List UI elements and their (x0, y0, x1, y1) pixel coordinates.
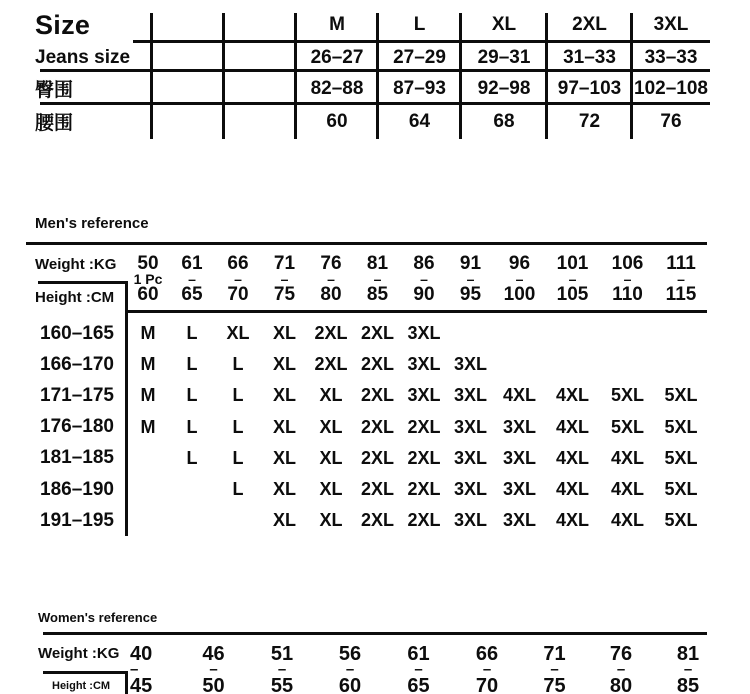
size-table-cell: 29–31 (477, 46, 531, 68)
recommended-size-cell: XL (226, 323, 250, 344)
weight-to: 60 (338, 675, 362, 694)
recommended-size-cell (545, 318, 600, 349)
weight-range-cell (248, 644, 316, 694)
size-table-cell: L (413, 14, 426, 35)
size-table-cell: XL (491, 14, 517, 35)
size-table-cell: 76 (660, 110, 682, 132)
recommended-size-cell: 2XL (407, 510, 441, 531)
recommended-size-cell: 5XL (664, 479, 698, 500)
recommended-size-cell: XL (319, 385, 343, 406)
womens-height-bracket-line (43, 671, 127, 674)
weight-from: 66 (227, 253, 249, 274)
recommended-size-cell: M (140, 385, 156, 406)
weight-range-cell (169, 255, 215, 304)
size-table-cell: 2XL (572, 14, 607, 35)
weight-range-cell (521, 644, 588, 694)
first-column-note: 1 Pc (133, 271, 163, 287)
recommended-size-cell: L (186, 354, 198, 375)
size-table-cell: 60 (326, 110, 348, 132)
recommended-size-cell: 5XL (664, 510, 698, 531)
weight-range-cell (654, 644, 722, 694)
recommended-size-cell (600, 318, 655, 349)
range-dash-icon: – (623, 271, 632, 287)
size-table-divider (630, 13, 633, 139)
recommended-size-cell: 3XL (453, 354, 487, 375)
recommended-size-cell: L (186, 416, 198, 437)
weight-from: 56 (338, 643, 362, 665)
range-dash-icon: – (345, 661, 355, 678)
recommended-size-cell: L (186, 385, 198, 406)
range-dash-icon: – (373, 271, 382, 287)
size-table-cell: 82–88 (310, 77, 364, 99)
size-table-cell (224, 7, 296, 43)
womens-height-axis-label: Height :CM (52, 680, 111, 692)
weight-from: 106 (611, 253, 644, 274)
weight-to: 95 (459, 284, 482, 305)
size-table-cell (151, 105, 224, 138)
recommended-size-cell: 3XL (502, 510, 536, 531)
weight-from: 76 (320, 253, 342, 274)
weight-from: 86 (413, 253, 435, 274)
size-table-divider (222, 13, 225, 139)
weight-range-cell (384, 644, 453, 694)
recommended-size-cell: XL (272, 323, 296, 344)
recommended-size-cell (169, 505, 215, 536)
weight-from: 66 (475, 643, 499, 665)
recommended-size-cell: 5XL (664, 447, 698, 468)
mens-size-matrix (127, 318, 707, 536)
recommended-size-cell: 3XL (453, 447, 487, 468)
weight-from: 111 (666, 253, 696, 274)
weight-to: 105 (556, 284, 589, 305)
weight-from: 81 (366, 253, 389, 274)
size-table-cell: 92–98 (477, 77, 531, 99)
size-table-cell: 27–29 (393, 46, 446, 68)
weight-to: 115 (665, 284, 697, 305)
range-dash-icon: – (327, 271, 335, 287)
range-dash-icon: – (677, 271, 685, 287)
recommended-size-cell: 3XL (453, 416, 487, 437)
range-dash-icon: – (683, 661, 693, 678)
recommended-size-cell: XL (319, 479, 343, 500)
recommended-size-cell: 2XL (360, 354, 394, 375)
weight-range-cell (600, 255, 655, 304)
range-dash-icon: – (414, 661, 423, 678)
weight-from: 101 (556, 253, 589, 274)
weight-range-cell (354, 255, 401, 304)
size-table-cell: 68 (493, 110, 515, 132)
weight-to: 75 (273, 284, 296, 305)
weight-from: 61 (181, 253, 203, 274)
recommended-size-cell: M (140, 416, 156, 437)
weight-to: 65 (407, 675, 430, 694)
size-table-cell (224, 43, 296, 72)
weight-from: 51 (270, 643, 294, 665)
size-table-cell: 3XL (653, 14, 689, 35)
height-range-label: 166–170 (40, 353, 114, 375)
recommended-size-cell: 2XL (360, 447, 394, 468)
recommended-size-cell (215, 505, 261, 536)
weight-from: 71 (543, 643, 566, 665)
weight-to: 60 (137, 284, 159, 305)
weight-to: 85 (676, 675, 700, 694)
weight-from: 71 (273, 253, 296, 274)
range-dash-icon: – (616, 661, 626, 678)
recommended-size-cell: 5XL (664, 385, 698, 406)
recommended-size-cell: L (232, 385, 244, 406)
womens-table-top-rule (43, 632, 707, 635)
womens-reference-title: Women's reference (38, 610, 158, 625)
recommended-size-cell: 5XL (664, 416, 698, 437)
weight-range-cell (127, 644, 179, 694)
recommended-size-cell: 4XL (555, 447, 589, 468)
size-table-cell: M (329, 14, 345, 35)
weight-to: 85 (366, 284, 389, 305)
range-dash-icon: – (280, 271, 289, 287)
weight-to: 110 (612, 284, 643, 305)
recommended-size-cell (494, 349, 545, 380)
recommended-size-cell: 2XL (407, 416, 441, 437)
mens-height-axis-label: Height :CM (35, 289, 115, 306)
weight-range-cell (308, 255, 354, 304)
weight-range-cell (494, 255, 545, 304)
size-table (25, 7, 710, 138)
height-range-label: 186–190 (40, 478, 114, 500)
mens-weight-header-row (127, 255, 707, 304)
recommended-size-cell: 2XL (360, 479, 394, 500)
recommended-size-cell (127, 474, 169, 505)
recommended-size-cell: 2XL (360, 416, 394, 437)
recommended-size-cell: 3XL (407, 323, 441, 344)
mens-height-bracket-line (38, 281, 127, 284)
size-table-row-label: 腰围 (35, 113, 74, 134)
recommended-size-cell: 2XL (360, 323, 394, 344)
recommended-size-cell: 4XL (555, 479, 589, 500)
height-range-label: 160–165 (40, 322, 114, 344)
size-table-cell (151, 7, 224, 43)
size-table-rule (133, 40, 710, 43)
recommended-size-cell: 4XL (555, 416, 589, 437)
recommended-size-cell: 5XL (610, 416, 644, 437)
recommended-size-cell: XL (272, 479, 296, 500)
size-table-divider (376, 13, 379, 139)
range-dash-icon: – (550, 661, 559, 678)
recommended-size-cell: 5XL (610, 385, 644, 406)
recommended-size-cell (127, 505, 169, 536)
weight-to: 70 (475, 675, 499, 694)
recommended-size-cell (169, 474, 215, 505)
recommended-size-cell: L (232, 354, 244, 375)
weight-range-cell (447, 255, 494, 304)
range-dash-icon: – (188, 271, 196, 287)
weight-range-cell (179, 644, 248, 694)
recommended-size-cell: 3XL (502, 447, 536, 468)
weight-to: 65 (181, 284, 203, 305)
recommended-size-cell: L (232, 416, 244, 437)
weight-from: 81 (676, 643, 700, 665)
recommended-size-cell: 3XL (407, 385, 441, 406)
size-table-row-label: Jeans size (35, 46, 131, 68)
recommended-size-cell: M (140, 323, 156, 344)
recommended-size-cell: 2XL (314, 354, 348, 375)
recommended-size-cell: 3XL (453, 479, 487, 500)
weight-from: 61 (407, 643, 430, 665)
mens-height-range-column (26, 318, 114, 536)
weight-to: 80 (320, 284, 342, 305)
size-table-rule (40, 102, 710, 105)
recommended-size-cell: 2XL (407, 447, 441, 468)
height-range-label: 171–175 (40, 384, 114, 406)
recommended-size-cell: XL (272, 354, 296, 375)
size-table-divider (150, 13, 153, 139)
recommended-size-cell: L (186, 323, 198, 344)
recommended-size-cell: 4XL (555, 510, 589, 531)
weight-range-cell (545, 255, 600, 304)
recommended-size-cell: 3XL (502, 416, 536, 437)
recommended-size-cell: 2XL (360, 510, 394, 531)
weight-from: 50 (137, 253, 159, 274)
size-table-rule (40, 69, 710, 72)
size-table-cell (151, 43, 224, 72)
height-range-label: 181–185 (40, 447, 114, 469)
recommended-size-cell: 3XL (453, 385, 487, 406)
size-table-divider (459, 13, 462, 139)
womens-weight-axis-label: Weight :KG (38, 645, 120, 662)
womens-weight-header-row (127, 644, 722, 694)
weight-from: 40 (130, 643, 153, 665)
recommended-size-cell: XL (272, 416, 296, 437)
recommended-size-cell: 3XL (502, 479, 536, 500)
recommended-size-cell: 2XL (407, 479, 441, 500)
range-dash-icon: – (234, 271, 242, 287)
weight-range-cell (453, 644, 521, 694)
recommended-size-cell (494, 318, 545, 349)
weight-from: 76 (609, 643, 633, 665)
range-dash-icon: – (515, 271, 524, 287)
size-table-cell: 97–103 (557, 77, 622, 99)
size-table-cell: 31–33 (563, 46, 616, 68)
weight-to: 55 (270, 675, 294, 694)
range-dash-icon: – (482, 661, 492, 678)
recommended-size-cell: M (140, 354, 156, 375)
recommended-size-cell: XL (319, 416, 343, 437)
size-table-row-label: 臀围 (35, 80, 74, 101)
range-dash-icon: – (209, 661, 218, 678)
recommended-size-cell: XL (272, 385, 296, 406)
size-table-cell: 87–93 (393, 77, 446, 99)
recommended-size-cell (655, 318, 707, 349)
mens-table-header-rule (127, 310, 707, 313)
weight-from: 96 (508, 253, 531, 274)
recommended-size-cell (545, 349, 600, 380)
size-table-cell: 72 (578, 110, 601, 132)
weight-range-cell (261, 255, 308, 304)
recommended-size-cell: XL (272, 447, 296, 468)
weight-range-cell (588, 644, 654, 694)
height-range-label: 176–180 (40, 416, 114, 438)
recommended-size-cell: 3XL (407, 354, 441, 375)
weight-to: 80 (609, 675, 633, 694)
size-table-cell (224, 72, 296, 105)
recommended-size-cell: 4XL (555, 385, 589, 406)
mens-table-top-rule (26, 242, 707, 245)
weight-range-cell (127, 255, 169, 304)
recommended-size-cell: L (186, 447, 198, 468)
weight-range-cell (215, 255, 261, 304)
weight-range-cell (316, 644, 384, 694)
weight-range-cell (655, 255, 707, 304)
size-table-cell (224, 105, 296, 138)
height-range-label: 191–195 (40, 509, 114, 531)
recommended-size-cell (600, 349, 655, 380)
recommended-size-cell: 4XL (610, 447, 644, 468)
recommended-size-cell (447, 318, 494, 349)
recommended-size-cell: 4XL (610, 479, 644, 500)
weight-to: 70 (227, 284, 249, 305)
recommended-size-cell: 2XL (314, 323, 348, 344)
weight-from: 46 (202, 643, 225, 665)
weight-to: 75 (543, 675, 566, 694)
recommended-size-cell: XL (319, 510, 343, 531)
range-dash-icon: – (568, 271, 577, 287)
recommended-size-cell: 2XL (360, 385, 394, 406)
range-dash-icon: – (130, 661, 139, 678)
womens-table-vertical-divider (125, 671, 128, 694)
size-table-cell (151, 72, 224, 105)
recommended-size-cell: 4XL (502, 385, 536, 406)
size-table-cell: 33–33 (644, 46, 698, 68)
recommended-size-cell: XL (272, 510, 296, 531)
size-table-title: Size (35, 9, 91, 40)
recommended-size-cell: 4XL (610, 510, 644, 531)
range-dash-icon: – (277, 661, 287, 678)
mens-reference-title: Men's reference (35, 215, 149, 232)
mens-weight-axis-label: Weight :KG (35, 256, 117, 273)
size-table-divider (545, 13, 548, 139)
range-dash-icon: – (466, 271, 475, 287)
weight-from: 91 (459, 253, 482, 274)
weight-to: 45 (130, 675, 153, 694)
weight-to: 90 (413, 284, 435, 305)
recommended-size-cell (127, 443, 169, 474)
recommended-size-cell (655, 349, 707, 380)
recommended-size-cell: 3XL (453, 510, 487, 531)
size-table-cell: 26–27 (310, 46, 364, 68)
size-table-divider (294, 13, 297, 139)
recommended-size-cell: L (232, 447, 244, 468)
range-dash-icon: – (420, 271, 428, 287)
size-table-cell: 102–108 (634, 77, 708, 99)
size-table-cell: 64 (408, 110, 431, 132)
weight-range-cell (401, 255, 447, 304)
recommended-size-cell: L (232, 479, 244, 500)
weight-to: 100 (503, 284, 536, 305)
weight-to: 50 (202, 675, 225, 694)
recommended-size-cell: XL (319, 447, 343, 468)
